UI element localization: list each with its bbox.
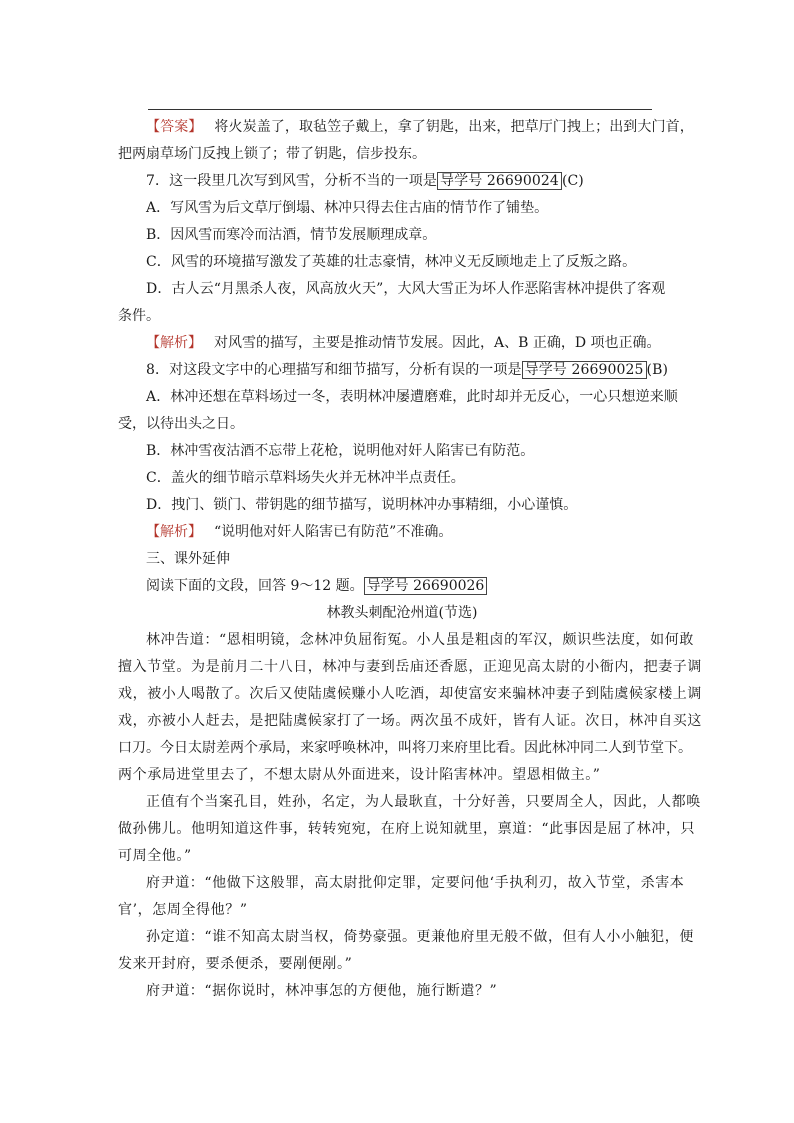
passage-line: 府尹道：“据你说时，林冲事怎的方便他，施行断遣？” (146, 983, 498, 999)
answer-tag: 【答案】 (146, 119, 203, 135)
q7-option-b: B．因风雪而寒冷而沽酒，情节发展顺理成章。 (146, 227, 437, 243)
q8-analysis: 【解析】 “说明他对奸人陷害已有防范”不准确。 (146, 524, 453, 540)
question-7-answer: (C) (561, 173, 584, 189)
guide-code-box: 导学号 26690026 (364, 577, 488, 595)
guide-code-box: 导学号 26690025 (522, 361, 647, 379)
passage-line: 可周全他。” (118, 848, 192, 864)
question-8: 8．对这段文字中的心理描写和细节描写，分析有误的一项是 导学号 26690025 (B) (146, 362, 669, 378)
passage-line: 府尹道：“他做下这般罪，高太尉批仰定罪，定要问他‘手执利刃，故入节堂，杀害本 (146, 875, 685, 891)
passage-line: 林冲告道：“恩相明镜，念林冲负屈衔冤。小人虽是粗卤的军汉，颇识些法度，如何敢 (146, 632, 694, 648)
q8-option-d: D．拽门、锁门、带钥匙的细节描写，说明林冲办事精细，小心谨慎。 (146, 497, 578, 513)
passage-line: 戏，被小人喝散了。次后又使陆虞候赚小人吃酒，却使富安来骗林冲妻子到陆虞候家楼上调 (118, 686, 702, 702)
passage-line: 发来开封府，要杀便杀，要剐便剐。” (118, 956, 353, 972)
answer-line: 【答案】 将火炭盖了，取毡笠子戴上，拿了钥匙，出来，把草厅门拽上；出到大门首， (146, 119, 694, 135)
section-intro: 阅读下面的文段，回答 9～12 题。 导学号 26690026 (118, 573, 676, 600)
q7-option-d-cont: 条件。 (118, 308, 160, 324)
q7-option-d: D．古人云“月黑杀人夜，风高放火天”，大风大雪正为坏人作恶陷害林冲提供了客观 (146, 281, 666, 297)
q8-option-a-cont: 受，以待出头之日。 (118, 416, 244, 432)
question-8-answer: (B) (646, 362, 669, 378)
passage-line: 官’，怎周全得他？” (118, 902, 248, 918)
q8-option-b: B．林冲雪夜沽酒不忘带上花枪，说明他对奸人陷害已有防范。 (146, 443, 535, 459)
passage-line: 戏，亦被小人赶去，是把陆虞候家打了一场。两次虽不成奸，皆有人证。次日，林冲自买这 (118, 713, 702, 729)
q8-option-c: C．盖火的细节暗示草料场失火并无林冲半点责任。 (146, 470, 465, 486)
q7-option-a: A．写风雪为后文草厅倒塌、林冲只得去住古庙的情节作了铺垫。 (146, 200, 549, 216)
passage-line: 孙定道：“谁不知高太尉当权，倚势豪强。更兼他府里无般不做，但有人小小触犯，便 (146, 929, 694, 945)
document-body (118, 114, 702, 1005)
q7-analysis: 【解析】 对风雪的描写，主要是推动情节发展。因此，A、B 正确，D 项也正确。 (146, 335, 661, 351)
guide-code-box: 导学号 26690024 (437, 172, 562, 190)
passage-line: 口刀。今日太尉差两个承局，来家呼唤林冲，叫将刀来府里比看。因此林冲同二人到节堂下。 (118, 740, 692, 756)
passage-line: 两个承局进堂里去了，不想太尉从外面进来，设计陷害林冲。望恩相做主。” (118, 767, 601, 783)
header-rule (148, 109, 652, 110)
question-7: 7．这一段里几次写到风雪，分析不当的一项是 导学号 26690024 (C) (146, 173, 584, 189)
passage-line: 擅入节堂。为是前月二十八日，林冲与妻到岳庙还香愿，正迎见高太尉的小衙内，把妻子调 (118, 659, 702, 675)
passage-line: 正值有个当案孔目，姓孙，名定，为人最耿直，十分好善，只要周全人，因此，人都唤 (146, 794, 701, 810)
q8-option-a: A．林冲还想在草料场过一冬，表明林冲屡遭磨难，此时却并无反心，一心只想逆来顺 (146, 389, 678, 405)
q7-option-c: C．风雪的环境描写激发了英雄的壮志豪情，林冲义无反顾地走上了反叛之路。 (146, 254, 637, 270)
analysis-tag: 【解析】 (146, 335, 202, 351)
section-heading: 三、课外延伸 (146, 551, 230, 567)
passage-title: 林教头刺配沧州道(节选) (326, 605, 478, 621)
analysis-tag: 【解析】 (146, 524, 202, 540)
answer-line-2: 把两扇草场门反拽上锁了；带了钥匙，信步投东。 (118, 146, 426, 162)
passage-line: 做孙佛儿。他明知道这件事，转转宛宛，在府上说知就里，禀道：“此事因是屈了林冲，只 (118, 821, 696, 837)
